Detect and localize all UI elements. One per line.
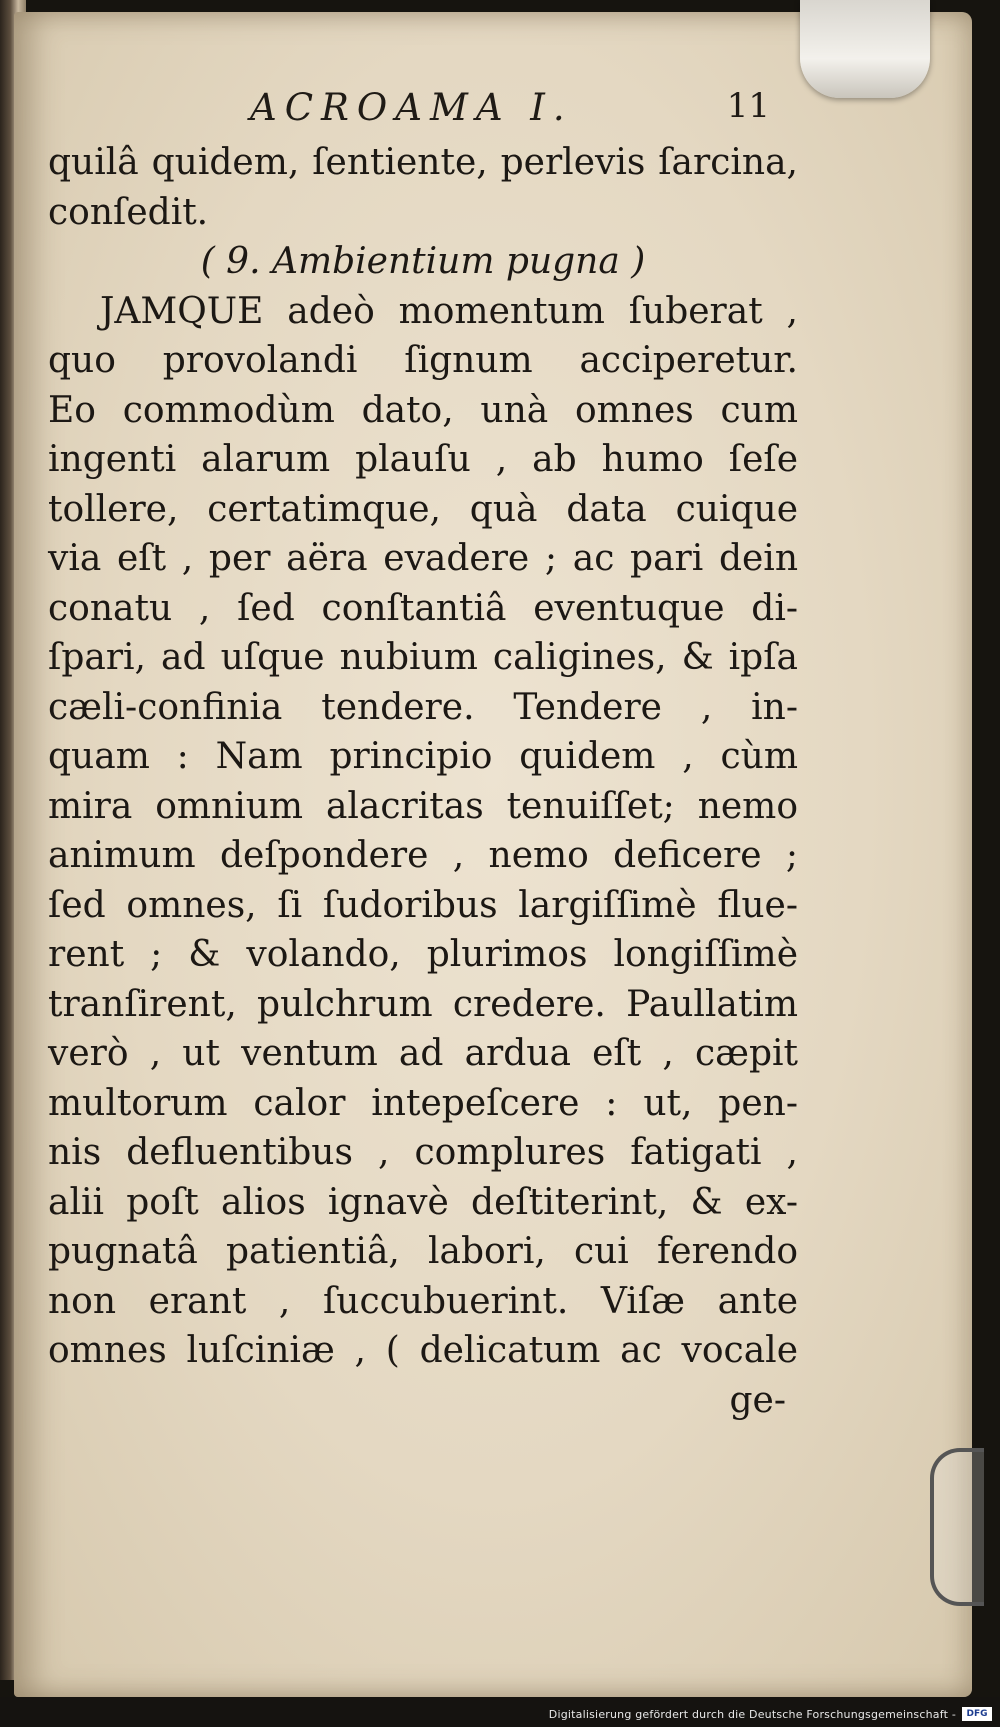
page-clip-right — [930, 1448, 984, 1606]
text-line: alii poſt alios ignavè deſtiterint, & ex- — [48, 1181, 798, 1223]
text-line: quam : Nam principio quidem , cùm — [48, 736, 798, 777]
footer-credit: Digitalisierung gefördert durch die Deutsche Forschungsgemeinschaft - — [548, 1708, 956, 1721]
text-line: animum deſpondere , nemo deficere ; — [48, 835, 798, 876]
text-line: conatu , ſed conſtantiâ eventuque di- — [48, 587, 798, 629]
text-line: conſedit. — [48, 191, 209, 233]
text-line: multorum calor intepeſcere : ut, pen- — [48, 1082, 798, 1124]
text-line: via eſt , per aëra evadere ; ac pari dein — [48, 538, 798, 579]
page-header — [250, 86, 770, 136]
page-number: 11 — [726, 86, 770, 126]
text-line: omnes luſciniæ , ( delicatum ac vocale — [48, 1330, 798, 1371]
text-line: Eo commodùm dato, unà omnes cum — [48, 389, 798, 431]
text-line: pugnatâ patientiâ, labori, cui ferendo — [48, 1231, 798, 1272]
dfg-logo-icon: DFG — [962, 1707, 992, 1721]
body-text — [48, 142, 798, 1429]
text-line: ſed omnes, ſi ſudoribus largiſſimè flue- — [48, 884, 798, 926]
text-line: verò , ut ventum ad ardua eſt , cæpit — [48, 1033, 798, 1074]
text-line: ingenti alarum plauſu , ab humo ſeſe — [48, 439, 798, 480]
text-line: quilâ quidem, ſentiente, perlevis ſarcina, — [48, 142, 798, 183]
text-line: mira omnium alacritas tenuiſſet; nemo — [48, 785, 798, 827]
text-line: ſpari, ad uſque nubium caligines, & ipſa — [48, 637, 798, 678]
text-line: tollere, certatimque, quà data cuique — [48, 488, 798, 530]
text-line: cæli-confinia tendere. Tendere , in- — [48, 686, 798, 728]
text-line-dropcap: JAMQUE adeò momentum ſuberat , — [100, 290, 798, 332]
page-clip-top — [800, 0, 930, 98]
catchword: ge- — [729, 1379, 786, 1421]
text-line: nis defluentibus , complures fatigati , — [48, 1132, 798, 1173]
text-line: quo provolandi ſignum acciperetur. — [48, 340, 798, 381]
text-line: tranſirent, pulchrum credere. Paullatim — [48, 983, 798, 1025]
text-line: rent ; & volando, plurimos longiſſimè — [48, 934, 798, 975]
text-line: non erant , ſuccubuerint. Viſæ ante — [48, 1280, 798, 1322]
running-head: ACROAMA I. — [250, 86, 573, 129]
section-heading: ( 9. Ambientium pugna ) — [200, 241, 646, 282]
